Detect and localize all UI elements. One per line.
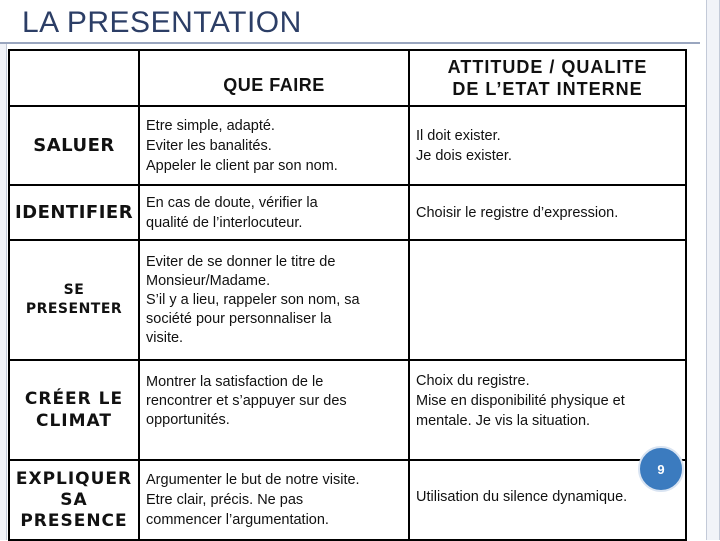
- row-label-text: CRÉER LE: [24, 389, 124, 409]
- row-label-creer-le-climat: [10, 361, 140, 461]
- presentation-table: [8, 49, 687, 541]
- row-label-text: PRESENTER: [25, 301, 123, 317]
- que-faire-line: qualité de l’interlocuteur.: [146, 214, 303, 231]
- que-faire-line: Etre clair, précis. Ne pas: [146, 492, 304, 508]
- attitude-line: mentale. Je vis la situation.: [416, 413, 591, 429]
- que-faire-line: S’il y a lieu, rappeler son nom, sa: [146, 291, 360, 308]
- row-label-text: SE: [63, 282, 85, 298]
- que-faire-line: Argumenter le but de notre visite.: [146, 472, 360, 488]
- que-faire-line: opportunités.: [146, 411, 230, 428]
- que-faire-identifier: [140, 186, 410, 241]
- slide-left-rail: [0, 42, 7, 540]
- row-label-text: SA: [60, 489, 88, 510]
- que-faire-line: Etre simple, adapté.: [146, 117, 275, 134]
- page-title: LA PRESENTATION: [22, 6, 302, 39]
- que-faire-line: commencer l’argumentation.: [146, 512, 329, 528]
- row-label-text: IDENTIFIER: [14, 202, 134, 223]
- header-cell-attitude: [410, 51, 687, 107]
- attitude-identifier: [410, 186, 687, 241]
- attitude-line: Utilisation du silence dynamique.: [416, 489, 628, 505]
- que-faire-line: Appeler le client par son nom.: [146, 157, 338, 174]
- que-faire-line: Eviter de se donner le titre de: [146, 253, 336, 270]
- row-label-text: PRESENCE: [20, 510, 128, 531]
- header-attitude-line-2: DE L’ETAT INTERNE: [452, 79, 643, 99]
- attitude-line: Je dois exister.: [416, 147, 512, 164]
- row-label-expliquer-sa-presence: [10, 461, 140, 541]
- que-faire-line: rencontrer et s’appuyer sur des: [146, 392, 347, 409]
- attitude-line: Il doit exister.: [416, 127, 501, 144]
- que-faire-expliquer-sa-presence: [140, 461, 410, 541]
- slide-right-frame: [706, 0, 720, 540]
- row-label-identifier: [10, 186, 140, 241]
- header-cell-empty: [10, 51, 140, 107]
- header-attitude-line-1: ATTITUDE / QUALITE: [447, 57, 648, 77]
- que-faire-line: Montrer la satisfaction de le: [146, 373, 324, 390]
- que-faire-line: visite.: [146, 329, 184, 346]
- que-faire-line: société pour personnaliser la: [146, 310, 332, 327]
- attitude-saluer: [410, 107, 687, 186]
- attitude-line: Mise en disponibilité physique et: [416, 393, 625, 409]
- title-divider: [0, 42, 700, 44]
- row-label-text: CLIMAT: [36, 411, 112, 431]
- que-faire-line: En cas de doute, vérifier la: [146, 194, 318, 211]
- que-faire-creer-le-climat: [140, 361, 410, 461]
- header-que-faire-label: QUE FAIRE: [223, 75, 325, 95]
- page-number-badge: 9: [638, 446, 684, 492]
- attitude-line: Choisir le registre d’expression.: [416, 204, 619, 221]
- attitude-creer-le-climat: [410, 361, 687, 461]
- que-faire-saluer: [140, 107, 410, 186]
- header-cell-que-faire: [140, 51, 410, 107]
- que-faire-line: Monsieur/Madame.: [146, 272, 271, 289]
- row-label-se-presenter: [10, 241, 140, 361]
- que-faire-se-presenter: [140, 241, 410, 361]
- attitude-se-presenter: [410, 241, 687, 361]
- que-faire-line: Eviter les banalités.: [146, 137, 272, 154]
- attitude-line: Choix du registre.: [416, 373, 530, 389]
- row-label-text: SALUER: [33, 135, 115, 156]
- row-label-text: EXPLIQUER: [15, 468, 133, 489]
- row-label-saluer: [10, 107, 140, 186]
